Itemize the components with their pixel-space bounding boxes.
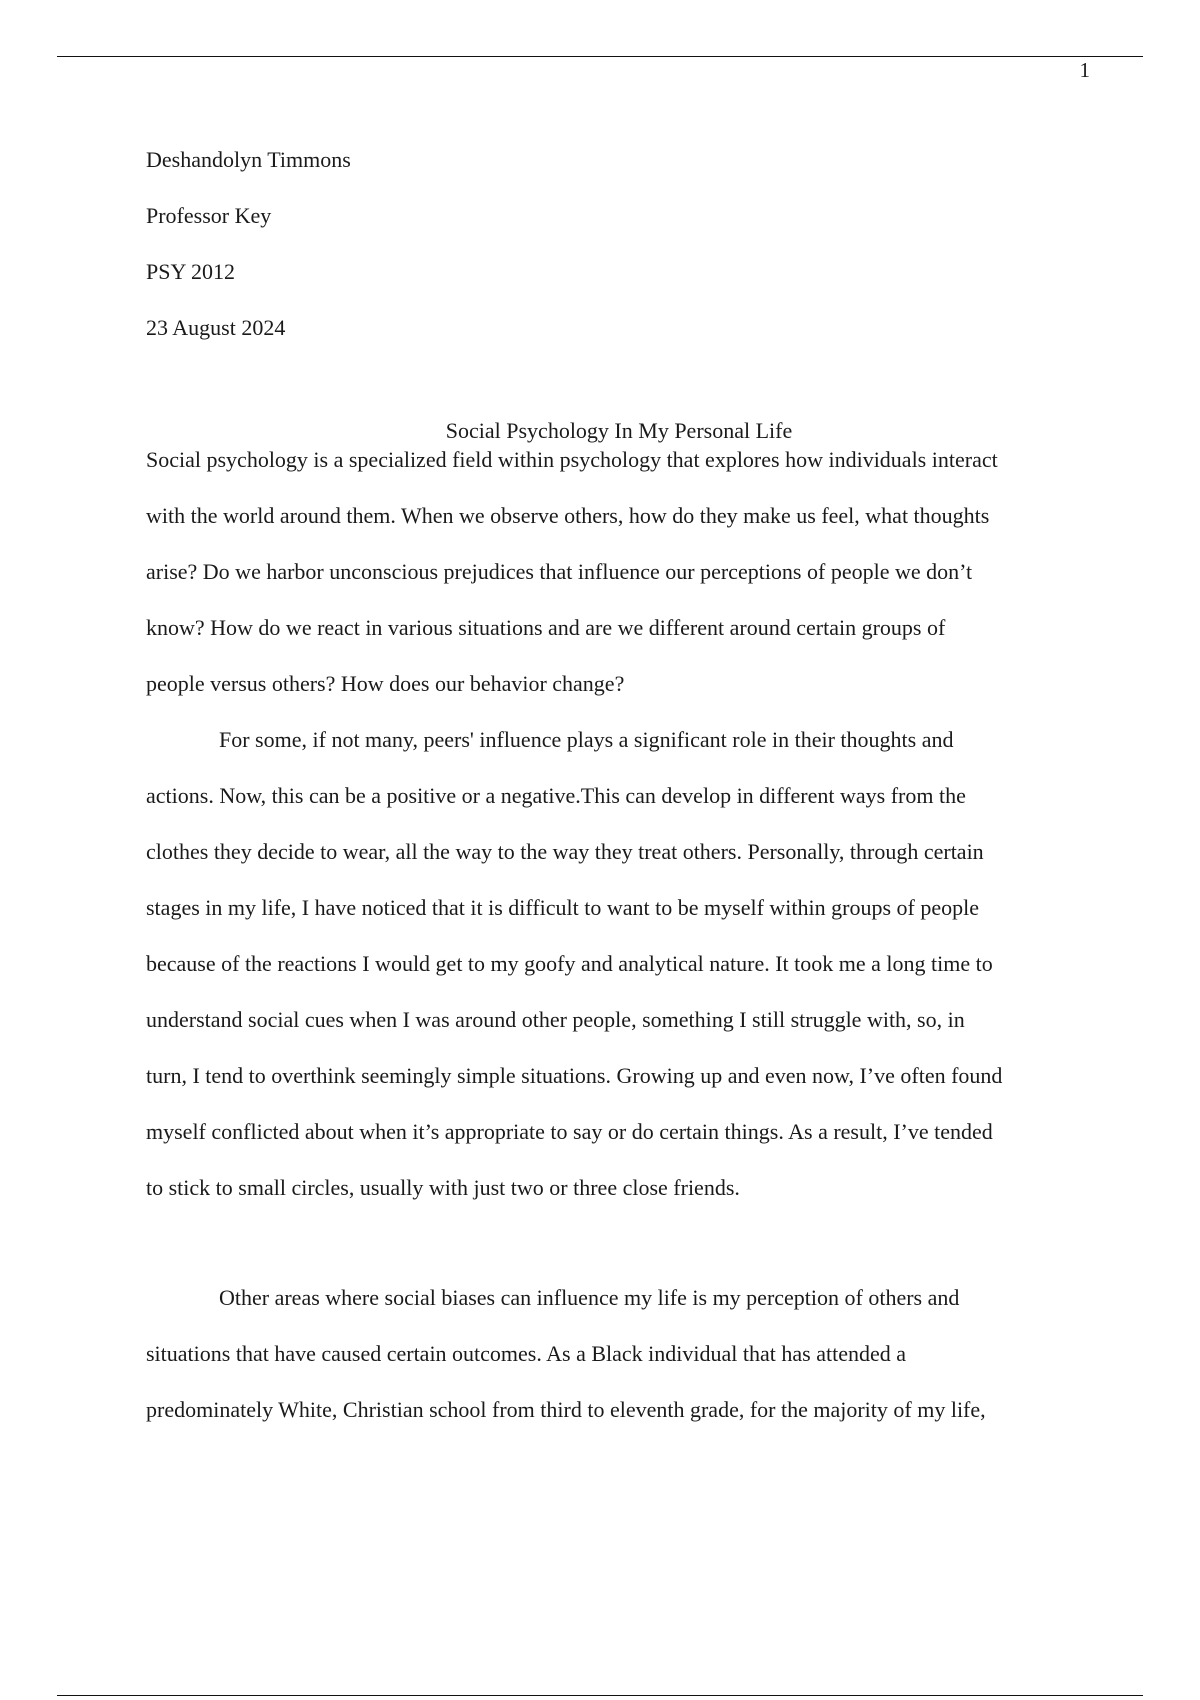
submission-date: 23 August 2024 (146, 315, 286, 340)
essay-title: Social Psychology In My Personal Life (445, 418, 793, 443)
paragraph-line: predominately White, Christian school from third to eleventh grade, for the majority of my life, (146, 1397, 986, 1422)
paragraph-line: because of the reactions I would get to my goofy and analytical nature. It took me a long time to (146, 951, 993, 976)
paragraph-line: people versus others? How does our behavior change? (146, 671, 625, 696)
paragraph-line: myself conflicted about when it’s appropriate to say or do certain things. As a result, I’ve tended (146, 1119, 993, 1144)
header-rule (57, 56, 1143, 57)
paragraph-line: arise? Do we harbor unconscious prejudices that influence our perceptions of people we don’t (146, 559, 973, 584)
paragraph-spacer (146, 1229, 1106, 1283)
paragraph-3 (146, 1283, 1106, 1451)
paragraph-line: know? How do we react in various situations and are we different around certain groups of (146, 615, 946, 640)
course-code: PSY 2012 (146, 259, 236, 284)
paragraph-line: Social psychology is a specialized field within psychology that explores how individuals interact (146, 447, 998, 472)
paragraph-line: turn, I tend to overthink seemingly simple situations. Growing up and even now, I’ve often found (146, 1063, 1003, 1088)
footer-rule (57, 1695, 1143, 1696)
document-body (146, 143, 1106, 1451)
paragraph-line: actions. Now, this can be a positive or a negative.This can develop in different ways from the (146, 783, 966, 808)
professor-name: Professor Key (146, 203, 272, 228)
paragraph-line: stages in my life, I have noticed that it is difficult to want to be myself within groups of people (146, 895, 979, 920)
author-name: Deshandolyn Timmons (146, 147, 351, 172)
paragraph-line: clothes they decide to wear, all the way to the way they treat others. Personally, through certain (146, 839, 984, 864)
paragraph-line: situations that have caused certain outcomes. As a Black individual that has attended a (146, 1341, 906, 1366)
paragraph-line: to stick to small circles, usually with just two or three close friends. (146, 1175, 740, 1200)
paragraph-2 (146, 725, 1106, 1229)
paragraph-line: For some, if not many, peers' influence plays a significant role in their thoughts and (219, 727, 954, 752)
paragraph-1 (146, 445, 1106, 725)
page-number: 1 (1079, 58, 1090, 82)
paragraph-line: Other areas where social biases can influence my life is my perception of others and (219, 1285, 960, 1310)
paragraph-line: understand social cues when I was around other people, something I still struggle with, so, in (146, 1007, 965, 1032)
paragraph-line: with the world around them. When we observe others, how do they make us feel, what thoughts (146, 503, 990, 528)
